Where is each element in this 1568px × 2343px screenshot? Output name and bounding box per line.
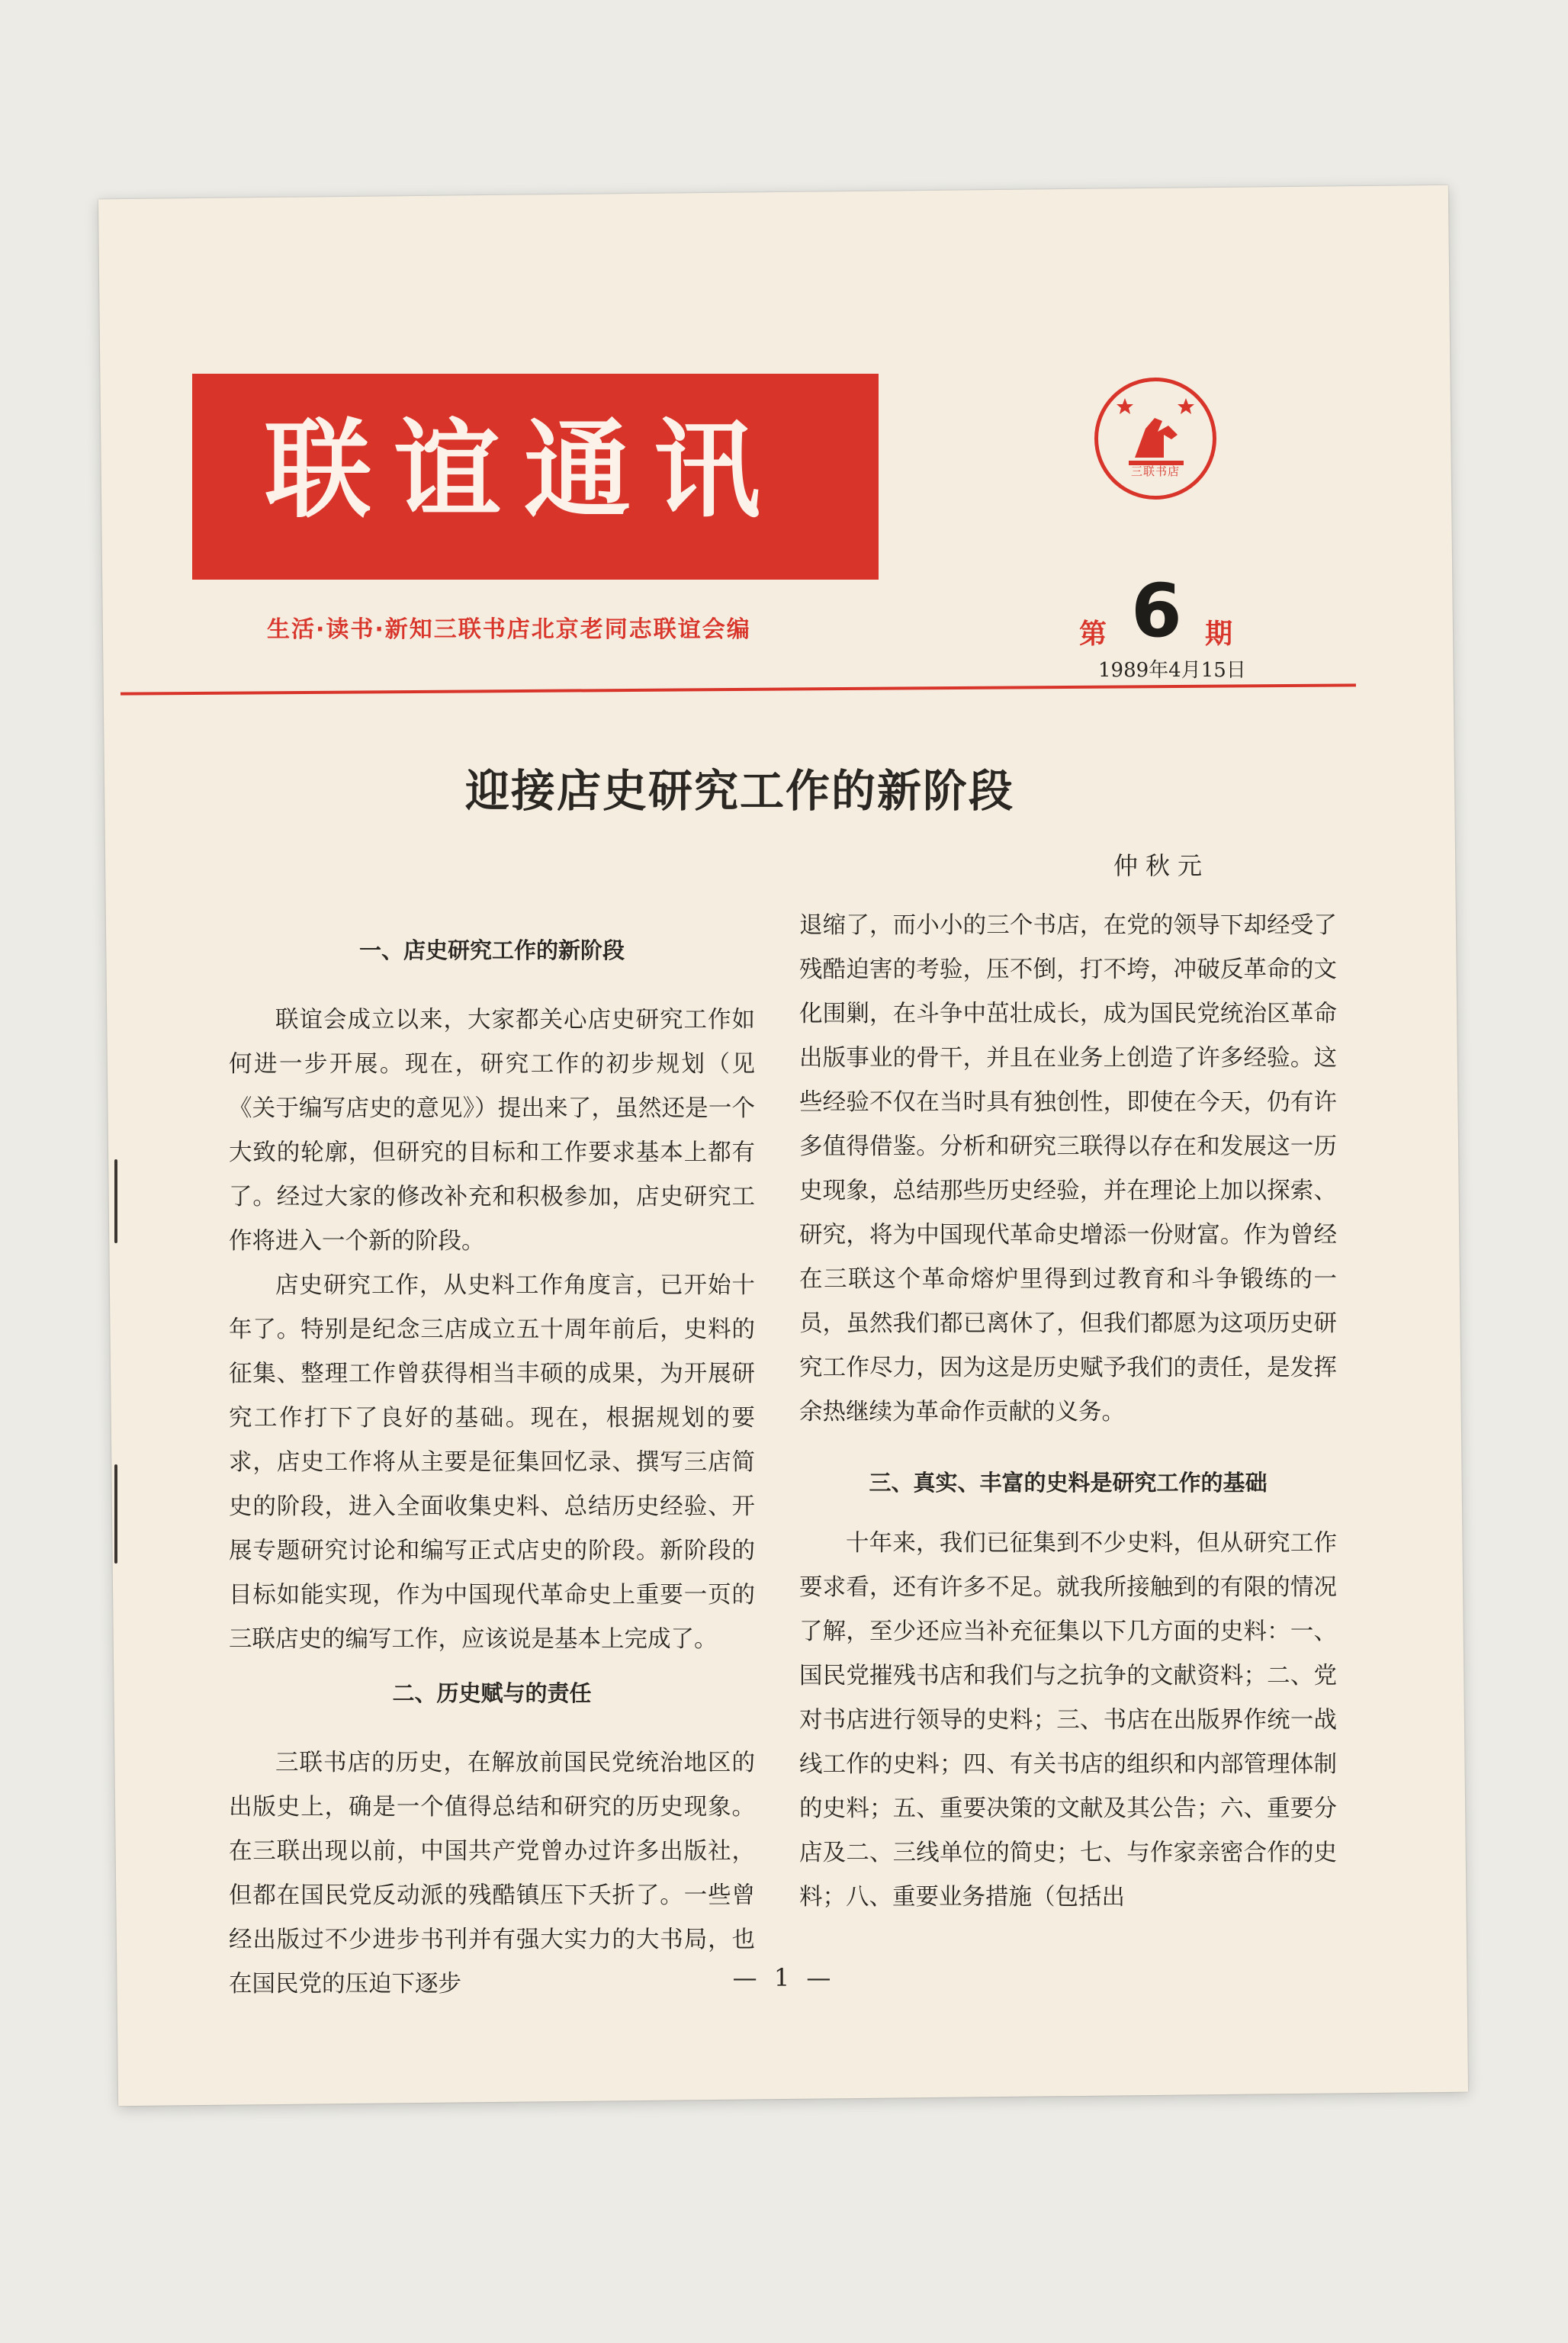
staple-mark-bottom [114,1464,117,1564]
section-heading-2: 二、历史赋与的责任 [392,1680,592,1706]
issue-suffix: 期 [1205,619,1233,650]
staple-mark-top [114,1159,117,1243]
section1-paragraph-2: 店史研究工作，从史料工作角度言，已开始十年了。特别是纪念三店成立五十周年前后，史料的征集、整理工作曾获得相当丰硕的成果，为开展研究工作打下了良好的基础。现在，根据规划的要求，店史工作将从主要是征集回忆录、撰写三店简史的阶段，进入全面收集史料、总结历史经验、开展专题研究讨论和编写正式店史的阶段。新阶段的目标如能实现，作为中国现代革命史上重要一页的三联店史的编写工作，应该说是基本上完成了。 [229,1272,755,1653]
publisher-line: 生活·读书·新知三联书店北京老同志联谊会编 [267,616,751,643]
section2-paragraph-1: 三联书店的历史，在解放前国民党统治地区的出版史上，确是一个值得总结和研究的历史现象。在三联出现以前，中国共产党曾办过许多出版社，但都在国民党反动派的残酷镇压下夭折了。一些曾经出版过不少进步书刊并有强大实力的大书局，也在国民党的压迫下逐步 [229,1750,755,1997]
masthead-title-block [192,374,879,580]
page-number: — 1 — [732,1963,836,1992]
section1-paragraph-1: 联谊会成立以来，大家都关心店史研究工作如何进一步开展。现在，研究工作的初步规划（见《关于编写店史的意见》）提出来了，虽然还是一个大致的轮廓，但研究的目标和工作要求基本上都有了。经过大家的修改补充和积极参加，店史研究工作将进入一个新的阶段。 [229,1007,755,1255]
section3-paragraph-1: 十年来，我们已征集到不少史料，但从研究工作要求看，还有许多不足。就我所接触到的有限的情况了解，至少还应当补充征集以下几方面的史料：一、国民党摧残书店和我们与之抗争的文献资料；二、党对书店进行领导的史料；三、书店在出版界作统一战线工作的史料；四、有关书店的组织和内部管理体制的史料；五、重要决策的文献及其公告；六、重要分店及二、三线单位的简史；七、与作家亲密合作的史料；八、重要业务措施（包括出 [799,1530,1337,1911]
section-heading-1: 一、店史研究工作的新阶段 [358,937,625,963]
issue-date: 1989年4月15日 [1098,659,1246,682]
section2-paragraph-1-continued: 退缩了，而小小的三个书店，在党的领导下却经受了残酷迫害的考验，压不倒，打不垮，冲破反革命的文化围剿，在斗争中茁壮成长，成为国民党统治区革命出版事业的骨干，并且在业务上创造了许多经验。这些经验不仅在当时具有独创性，即使在今天，仍有许多值得借鉴。分析和研究三联得以存在和发展这一历史现象，总结那些历史经验，并在理论上加以探索、研究，将为中国现代革命史增添一份财富。作为曾经在三联这个革命熔炉里得到过教育和斗争锻练的一员，虽然我们都已离休了，但我们都愿为这项历史研究工作尽力，因为这是历史赋予我们的责任，是发挥余热继续为革命作贡献的义务。 [799,912,1337,1425]
sanlian-emblem [1094,378,1216,500]
emblem-label: 三联书店 [1130,464,1180,478]
section-heading-3: 三、真实、丰富的史料是研究工作的基础 [869,1470,1268,1496]
right-column [799,904,1337,1920]
article-author: 仲秋元 [1113,851,1210,880]
article-title: 迎接店史研究工作的新阶段 [465,765,1015,817]
issue-prefix: 第 [1079,619,1107,650]
masthead-title: 联谊通讯 [265,409,784,533]
left-column [229,919,755,2007]
issue-number: 6 [1131,568,1182,654]
